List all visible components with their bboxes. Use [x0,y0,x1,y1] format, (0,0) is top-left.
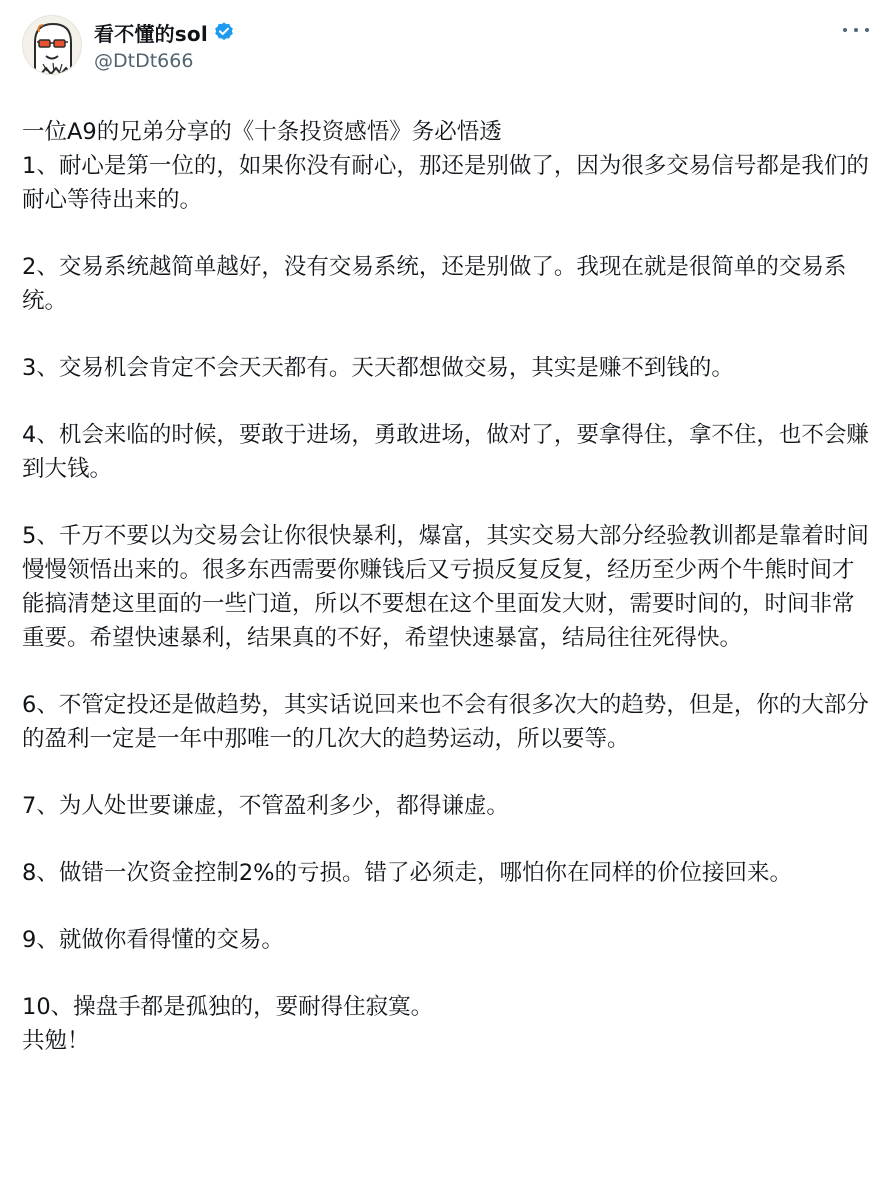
point-1: 1、耐心是第一位的，如果你没有耐心，那还是别做了，因为很多交易信号都是我们的耐心等待出来的。 [22,153,869,213]
avatar[interactable] [22,15,82,75]
point-6: 6、不管定投还是做趋势，其实话说回来也不会有很多次大的趋势，但是，你的大部分的盈利一定是一年中那唯一的几次大的趋势运动，所以要等。 [22,692,869,752]
avatar-ghost-icon [23,16,82,75]
point-7: 7、为人处世要谦虚，不管盈利多少，都得谦虚。 [22,793,509,819]
point-8: 8、做错一次资金控制2%的亏损。错了必须走，哪怕你在同样的价位接回来。 [22,860,793,886]
point-2: 2、交易系统越简单越好，没有交易系统，还是别做了。我现在就是很简单的交易系统。 [22,254,847,314]
closing-line: 共勉！ [22,1028,90,1054]
point-9: 9、就做你看得懂的交易。 [22,927,284,953]
point-10: 10、操盘手都是孤独的，要耐得住寂寞。 [22,994,434,1020]
point-5: 5、千万不要以为交易会让你很快暴利，爆富，其实交易大部分经验教训都是靠着时间慢慢领悟出来的。很多东西需要你赚钱后又亏损反复反复，经历至少两个牛熊时间才能搞清楚这里面的一些门道，所以不要想在这个里面发大财，需要时间的，时间非常重要。希望快速暴利，结果真的不好，希望快速暴富，结局往往死得快。 [22,523,869,651]
post-title-line: 一位A9的兄弟分享的《十条投资感悟》务必悟透 [22,119,502,145]
verified-badge-icon [213,21,235,43]
author-identity [94,19,235,72]
point-3: 3、交易机会肯定不会天天都有。天天都想做交易，其实是赚不到钱的。 [22,355,734,381]
tweet-text [22,115,874,1058]
more-horizontal-icon[interactable] [843,20,869,40]
tweet-header [22,15,871,79]
name-row [94,19,235,45]
display-name[interactable]: 看不懂的sol [94,21,208,46]
point-4: 4、机会来临的时候，要敢于进场，勇敢进场，做对了，要拿得住，拿不住，也不会赚到大钱。 [22,422,869,482]
handle[interactable]: @DtDt666 [94,50,194,72]
